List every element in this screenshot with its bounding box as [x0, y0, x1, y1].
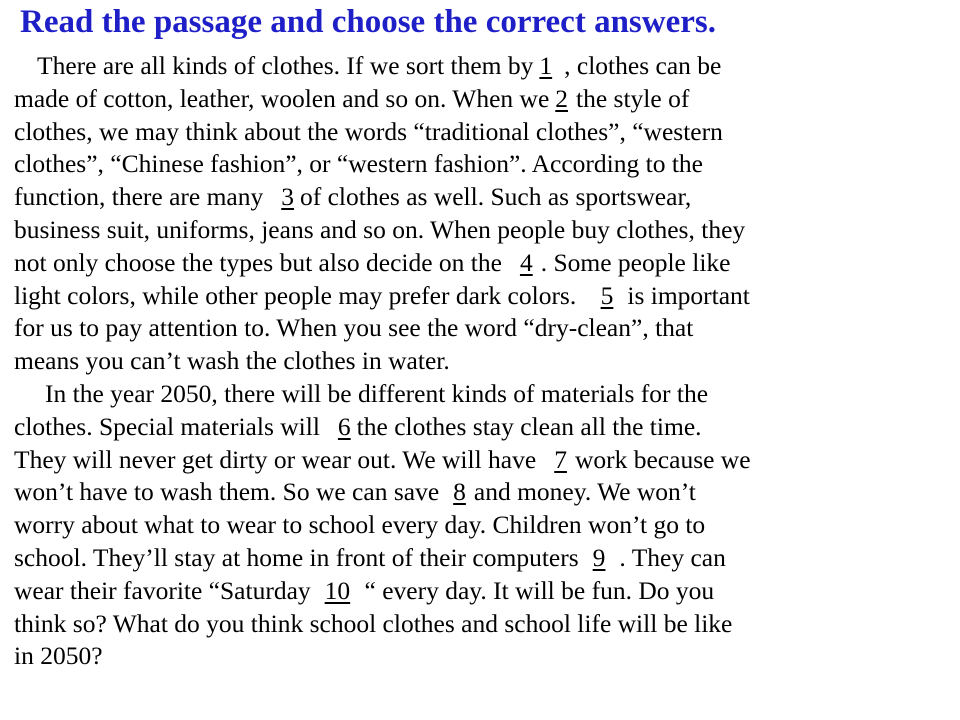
passage-text: “ every day. It will be fun. Do you [358, 575, 715, 605]
passage-text: business suit, uniforms, jeans and so on. When people buy clothes, they [14, 214, 746, 244]
passage-line [14, 50, 944, 83]
blank-2: 2 [555, 83, 569, 113]
passage-line [14, 378, 944, 411]
passage-text: the style of [576, 83, 690, 113]
passage-text: In the year 2050, there will be different kinds of materials for the [45, 378, 709, 408]
page-title: Read the passage and choose the correct answers. [20, 4, 716, 40]
passage-text: , clothes can be [564, 51, 722, 80]
passage-line [14, 247, 944, 280]
passage-text: They will never get dirty or wear out. We will have [14, 444, 537, 474]
passage-text: worry about what to wear to school every day. Children won’t go to [14, 510, 706, 540]
passage-text: school. They’ll stay at home in front of their computers [14, 542, 579, 572]
passage-line [14, 509, 944, 542]
passage-line [14, 116, 944, 149]
passage-line [14, 542, 944, 575]
passage-text: for us to pay attention to. When you see the word “dry-clean”, that [14, 313, 694, 343]
blank-8: 8 [453, 477, 466, 507]
passage-text: of clothes as well. Such as sportswear, [299, 182, 692, 212]
passage-line [14, 312, 944, 345]
passage-line [14, 214, 944, 247]
blank-10: 10 [324, 575, 351, 605]
passage-line [14, 148, 944, 181]
blank-1: 1 [539, 51, 553, 80]
blank-7: 7 [554, 444, 567, 474]
blank-5: 5 [600, 280, 614, 310]
passage-line [14, 608, 944, 641]
passage-text: . They can [619, 542, 726, 572]
passage-text: think so? What do you think school clothes and school life will be like [14, 608, 733, 638]
passage-text: . Some people like [540, 247, 731, 277]
passage-text: There are all kinds of clothes. If we sort them by [37, 51, 534, 80]
passage-text: function, there are many [14, 182, 264, 212]
passage-text: clothes. Special materials will [14, 411, 320, 441]
blank-4: 4 [519, 247, 533, 277]
passage-text: wear their favorite “Saturday [14, 575, 311, 605]
passage-line [14, 640, 944, 673]
passage-line [14, 345, 944, 378]
passage-text: work because we [574, 444, 751, 474]
passage-text: the clothes stay clean all the time. [356, 411, 702, 441]
passage-line [14, 83, 944, 116]
passage-text: is important [627, 280, 750, 310]
passage-line [14, 411, 944, 444]
passage-text: and money. We won’t [473, 477, 696, 507]
passage-text: made of cotton, leather, woolen and so on. When we [14, 83, 550, 113]
passage-line [14, 575, 944, 608]
passage-text: won’t have to wash them. So we can save [14, 477, 440, 507]
passage [14, 50, 944, 673]
passage-text: clothes, we may think about the words “traditional clothes”, “western [14, 116, 723, 146]
passage-line [14, 280, 944, 313]
passage-text: not only choose the types but also decide on the [14, 247, 502, 277]
passage-text: in 2050? [14, 641, 103, 671]
passage-text: light colors, while other people may prefer dark colors. [14, 280, 583, 310]
passage-line [14, 181, 944, 214]
blank-6: 6 [337, 411, 351, 441]
passage-text: means you can’t wash the clothes in water. [14, 346, 450, 376]
passage-line [14, 476, 944, 509]
blank-9: 9 [592, 542, 606, 572]
blank-3: 3 [281, 182, 294, 212]
passage-line [14, 444, 944, 477]
passage-text: clothes”, “Chinese fashion”, or “western fashion”. According to the [14, 149, 703, 179]
